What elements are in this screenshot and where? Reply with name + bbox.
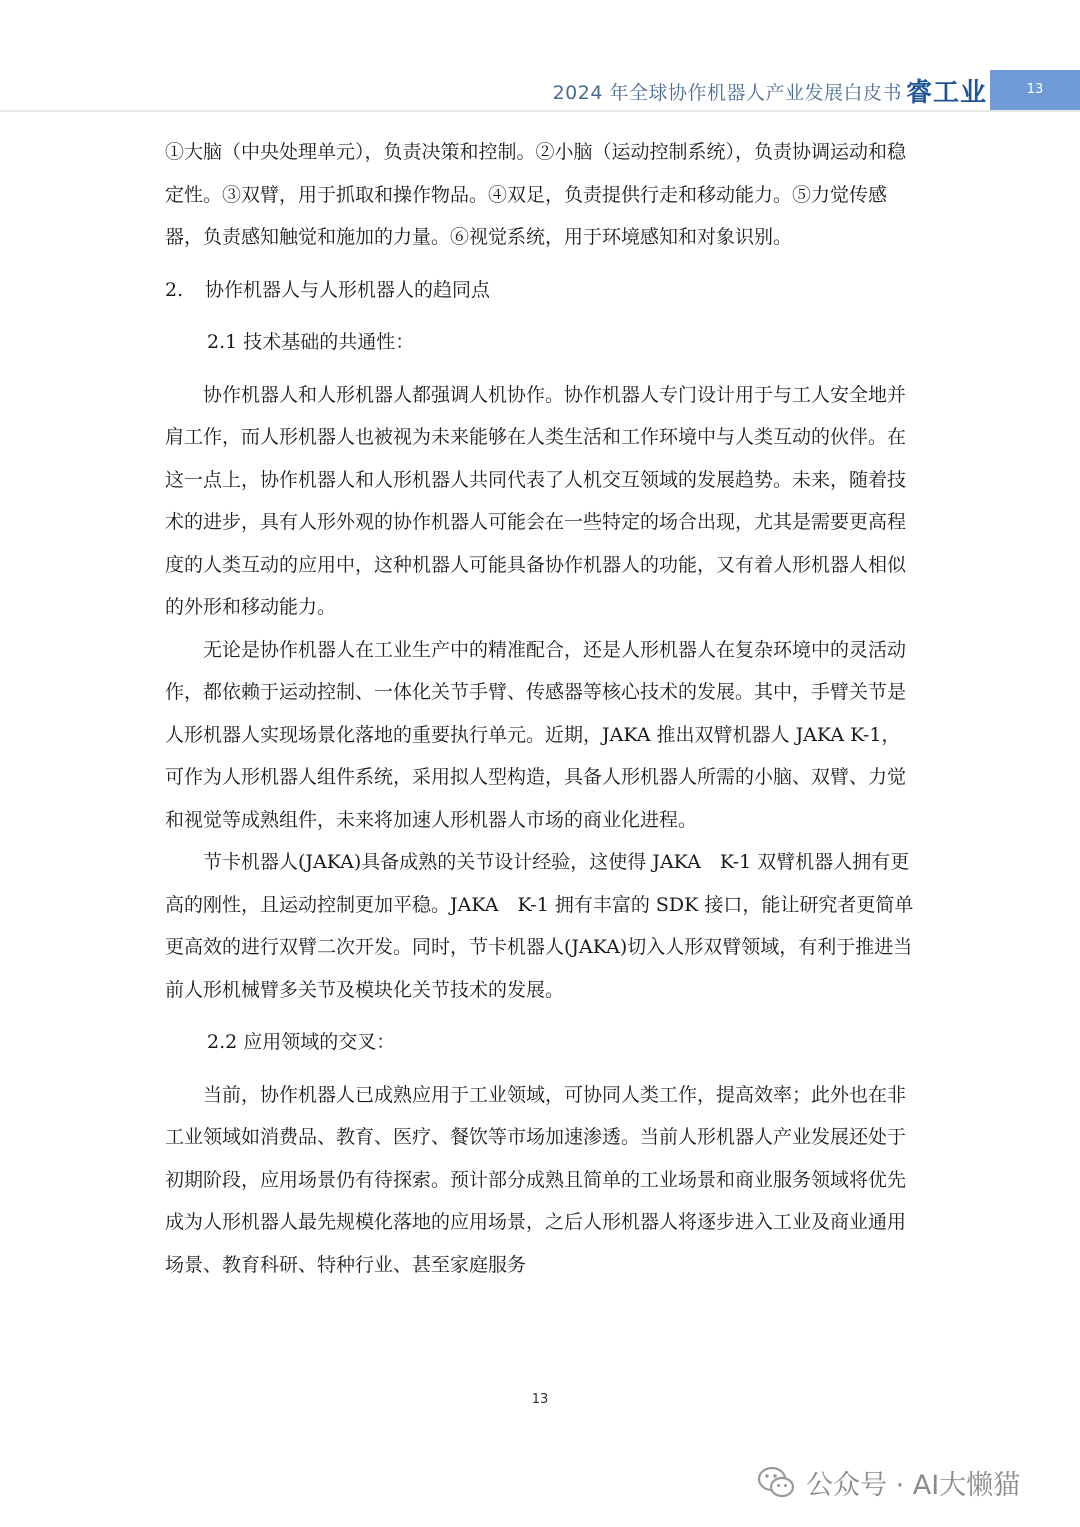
section-title: 协作机器人与人形机器人的趋同点	[205, 278, 491, 301]
paragraph-collaboration: 协作机器人和人形机器人都强调人机协作。协作机器人专门设计用于与工人安全地并肩工作，而人形机器人也被视为未来能够在人类生活和工作环境中与人类互动的伙伴。在这一点上，协作机器人和人形机器人共同代表了人机交互领域的发展趋势。未来，随着技术的进步，具有人形外观的协作机器人可能会在一些特定的场合出现，尤其是需要更高程度的人类互动的应用中，这种机器人可能具备协作机器人的功能，又有着人形机器人相似的外形和移动能力。	[165, 383, 907, 618]
section-number: 2.	[165, 278, 184, 301]
document-body	[165, 131, 917, 1286]
subsection-heading-2-1: 2.1 技术基础的共通性：	[207, 331, 415, 353]
page-header	[0, 70, 1080, 110]
header-brand-logo: 睿工业	[906, 78, 988, 108]
subsection-heading-2-2: 2.2 应用领域的交叉：	[207, 1031, 396, 1053]
paragraph-applications: 当前，协作机器人已成熟应用于工业领域，可协同人类工作，提高效率；此外也在非工业领域如消费品、教育、医疗、餐饮等市场加速渗透。当前人形机器人产业发展还处于初期阶段，应用场景仍有待探索。预计部分成熟且简单的工业场景和商业服务领域将优先成为人形机器人最先规模化落地的应用场景，之后人形机器人将逐步进入工业及商业通用场景、教育科研、特种行业、甚至家庭服务	[165, 1083, 907, 1276]
section-heading	[165, 269, 917, 312]
wechat-icon	[756, 1462, 796, 1502]
header-page-number: 13	[990, 70, 1080, 110]
paragraph-components: ①大脑（中央处理单元），负责决策和控制。②小脑（运动控制系统），负责协调运动和稳定性。③双臂，用于抓取和操作物品。④双足，负责提供行走和移动能力。⑤力觉传感器，负责感知触觉和施加的力量。⑥视觉系统，用于环境感知和对象识别。	[165, 141, 907, 248]
header-title: 2024 年全球协作机器人产业发展白皮书	[552, 82, 902, 104]
paragraph-jaka: 节卡机器人(JAKA)具备成熟的关节设计经验，这使得 JAKA K-1 双臂机器人拥有更高的刚性，且运动控制更加平稳。JAKA K-1 拥有丰富的 SDK 接口，能让研究者更简单更高效的进行双臂二次开发。同时，节卡机器人(JAKA)切入人形双臂领域，有利于推进当前人形机械臂多关节及模块化关节技术的发展。	[165, 851, 914, 1001]
watermark-text: 公众号 · AI大懒猫	[806, 1469, 1021, 1501]
footer-page-number: 13	[531, 1392, 549, 1407]
header-divider	[0, 110, 1080, 112]
watermark	[756, 1460, 1020, 1504]
paragraph-core-tech: 无论是协作机器人在工业生产中的精准配合，还是人形机器人在复杂环境中的灵活动作，都依赖于运动控制、一体化关节手臂、传感器等核心技术的发展。其中，手臂关节是人形机器人实现场景化落地的重要执行单元。近期，JAKA 推出双臂机器人 JAKA K-1，可作为人形机器人组件系统，采用拟人型构造，具备人形机器人所需的小脑、双臂、力觉和视觉等成熟组件，未来将加速人形机器人市场的商业化进程。	[165, 638, 907, 831]
